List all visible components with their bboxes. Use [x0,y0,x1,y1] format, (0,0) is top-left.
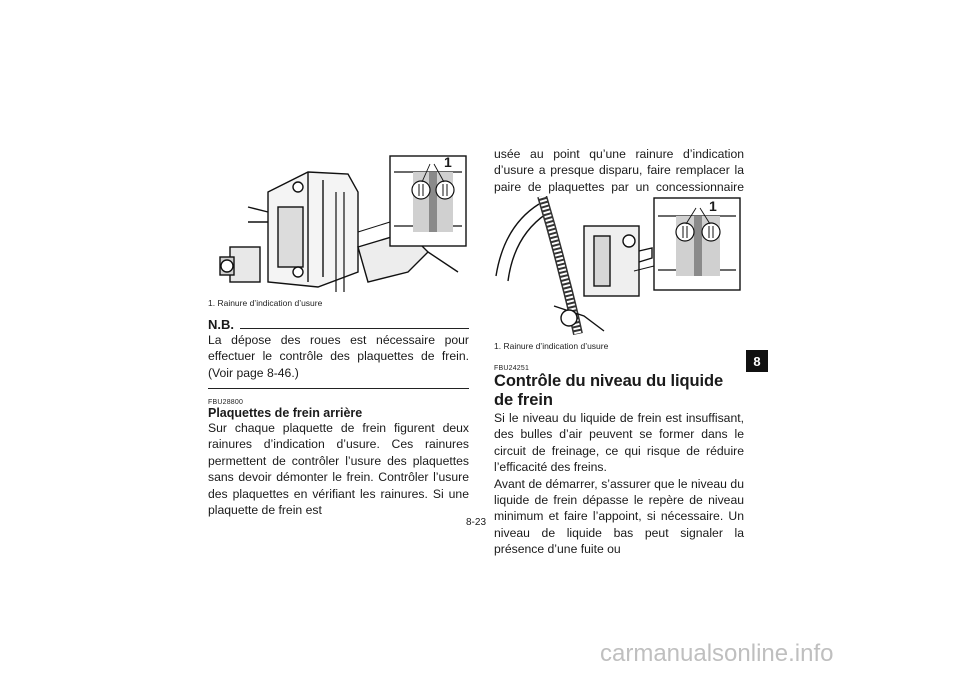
section-body: Avant de démarrer, s’assurer que le niveau du liquide de frein dépasse le repère de niveau minimum et faire l’appoint, si nécessaire. Un niveau de liquide bas peut signaler la présence d’une fuite ou [494,476,744,557]
note-label: N.B. [208,317,234,332]
rear-pads-section [208,399,469,518]
note-bottom-rule [208,388,469,389]
section-body: Si le niveau du liquide de frein est insuffisant, des bulles d’air peuvent se former dans le circuit de freinage, ce qui risque de réduire l’efficacité des freins. [494,411,744,475]
note-text: La dépose des roues est nécessaire pour effectuer le contrôle des plaquettes de frein. (Voir page 8-46.) [208,333,469,380]
figure-callout-number: 1 [709,198,717,214]
section-body: Sur chaque plaquette de frein figurent deux rainures d’indication d’usure. Ces rainures permettent de contrôler l’usure des plaquettes sans devoir démonter le frein. Contrôler l’usure des plaquettes en vérifiant les rainures. Si une plaquette de frein est [208,421,469,518]
brake-fluid-section [494,365,744,558]
section-code: FBU28800 [208,399,244,406]
page-number: 8-23 [466,517,487,528]
figure-caption: 1. Rainure d’indication d’usure [494,341,609,351]
watermark-text: carmanualsonline.info [600,640,834,667]
section-heading: Contrôle du niveau du liquide de frein [494,372,724,409]
wear-indicator-inset [390,156,466,246]
section-heading: Plaquettes de frein arrière [208,406,363,420]
section-code: FBU24251 [494,365,530,372]
note-box [208,317,469,389]
wear-indicator-inset [654,198,740,290]
figure-callout-number: 1 [444,154,452,170]
rear-caliper-illustration [208,152,470,294]
chapter-tab: 8 [746,350,768,372]
figure-caption: 1. Rainure d’indication d’usure [208,298,323,308]
rear-caliper-figure [208,152,470,294]
continued-text: usée au point qu’une rainure d’indication d’usure a presque disparu, faire remplacer la paire de plaquettes par un concessionnaire [494,147,744,194]
front-brake-figure [494,196,744,336]
front-brake-illustration [494,196,744,336]
note-top-rule [240,328,469,329]
